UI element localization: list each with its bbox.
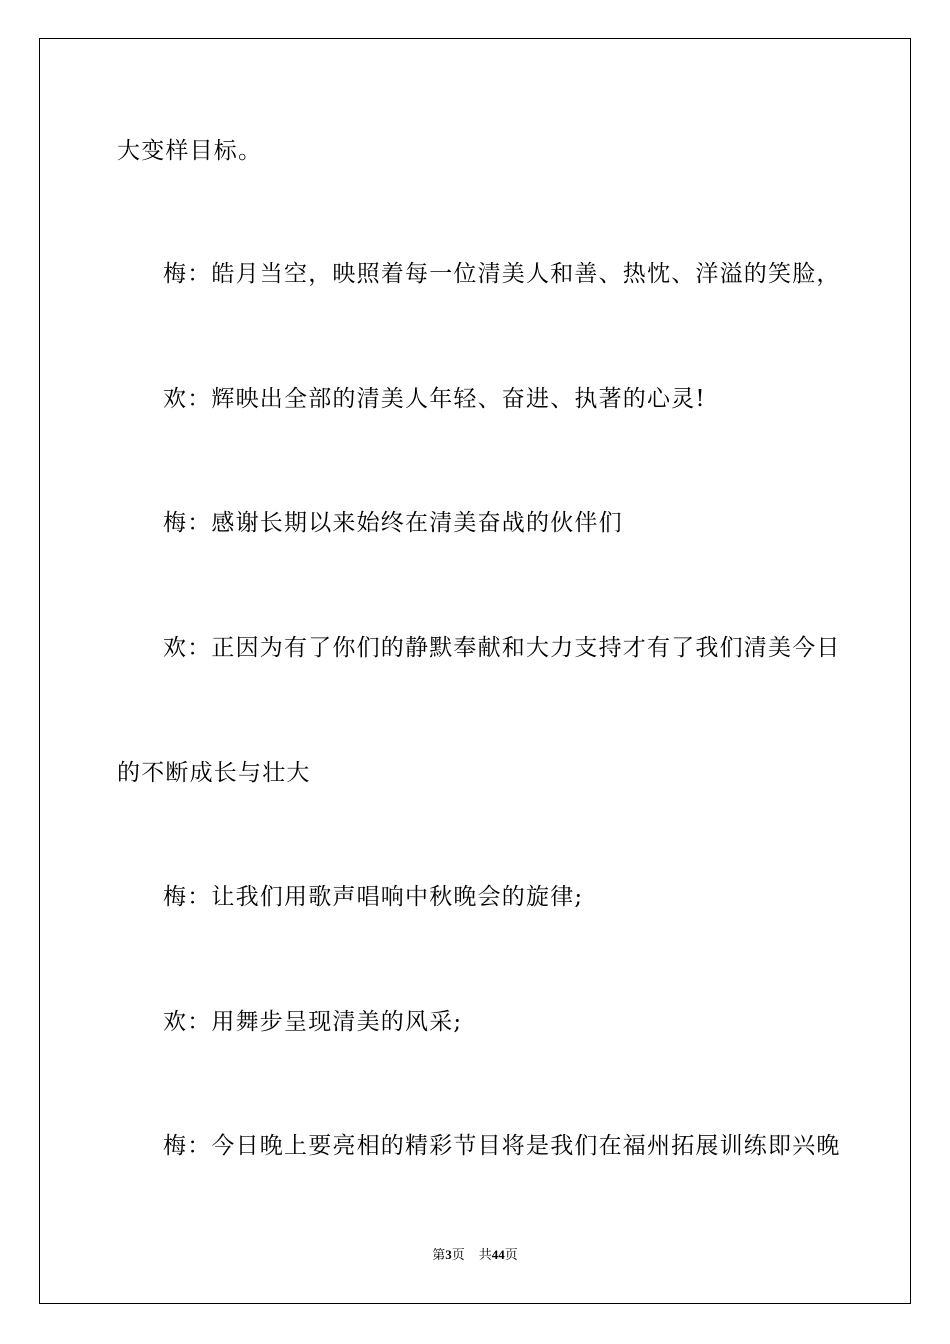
text-line: 大变样目标。 [117,138,263,164]
page-border [39,38,911,1304]
total-prefix: 共 [478,1247,492,1262]
text-line: 梅：让我们用歌声唱响中秋晚会的旋律; [163,884,584,910]
page-prefix: 第 [432,1247,446,1262]
text-line: 梅：感谢长期以来始终在清美奋战的伙伴们 [163,510,623,536]
text-line: 的不断成长与壮大 [117,760,311,786]
total-suffix: 页 [504,1247,518,1262]
page-suffix: 页 [451,1247,465,1262]
text-line: 梅：皓月当空，映照着每一位清美人和善、热忱、洋溢的笑脸， [163,261,841,287]
text-line: 欢：辉映出全部的清美人年轻、奋进、执著的心灵! [163,386,706,412]
text-line: 梅：今日晚上要亮相的精彩节目将是我们在福州拓展训练即兴晚 [163,1133,841,1159]
page-footer [0,1246,950,1264]
page-number: 3 [445,1247,452,1262]
text-line: 欢：正因为有了你们的静默奉献和大力支持才有了我们清美今日 [163,635,841,661]
total-pages: 44 [491,1247,505,1262]
text-line: 欢：用舞步呈现清美的风采; [163,1009,463,1035]
